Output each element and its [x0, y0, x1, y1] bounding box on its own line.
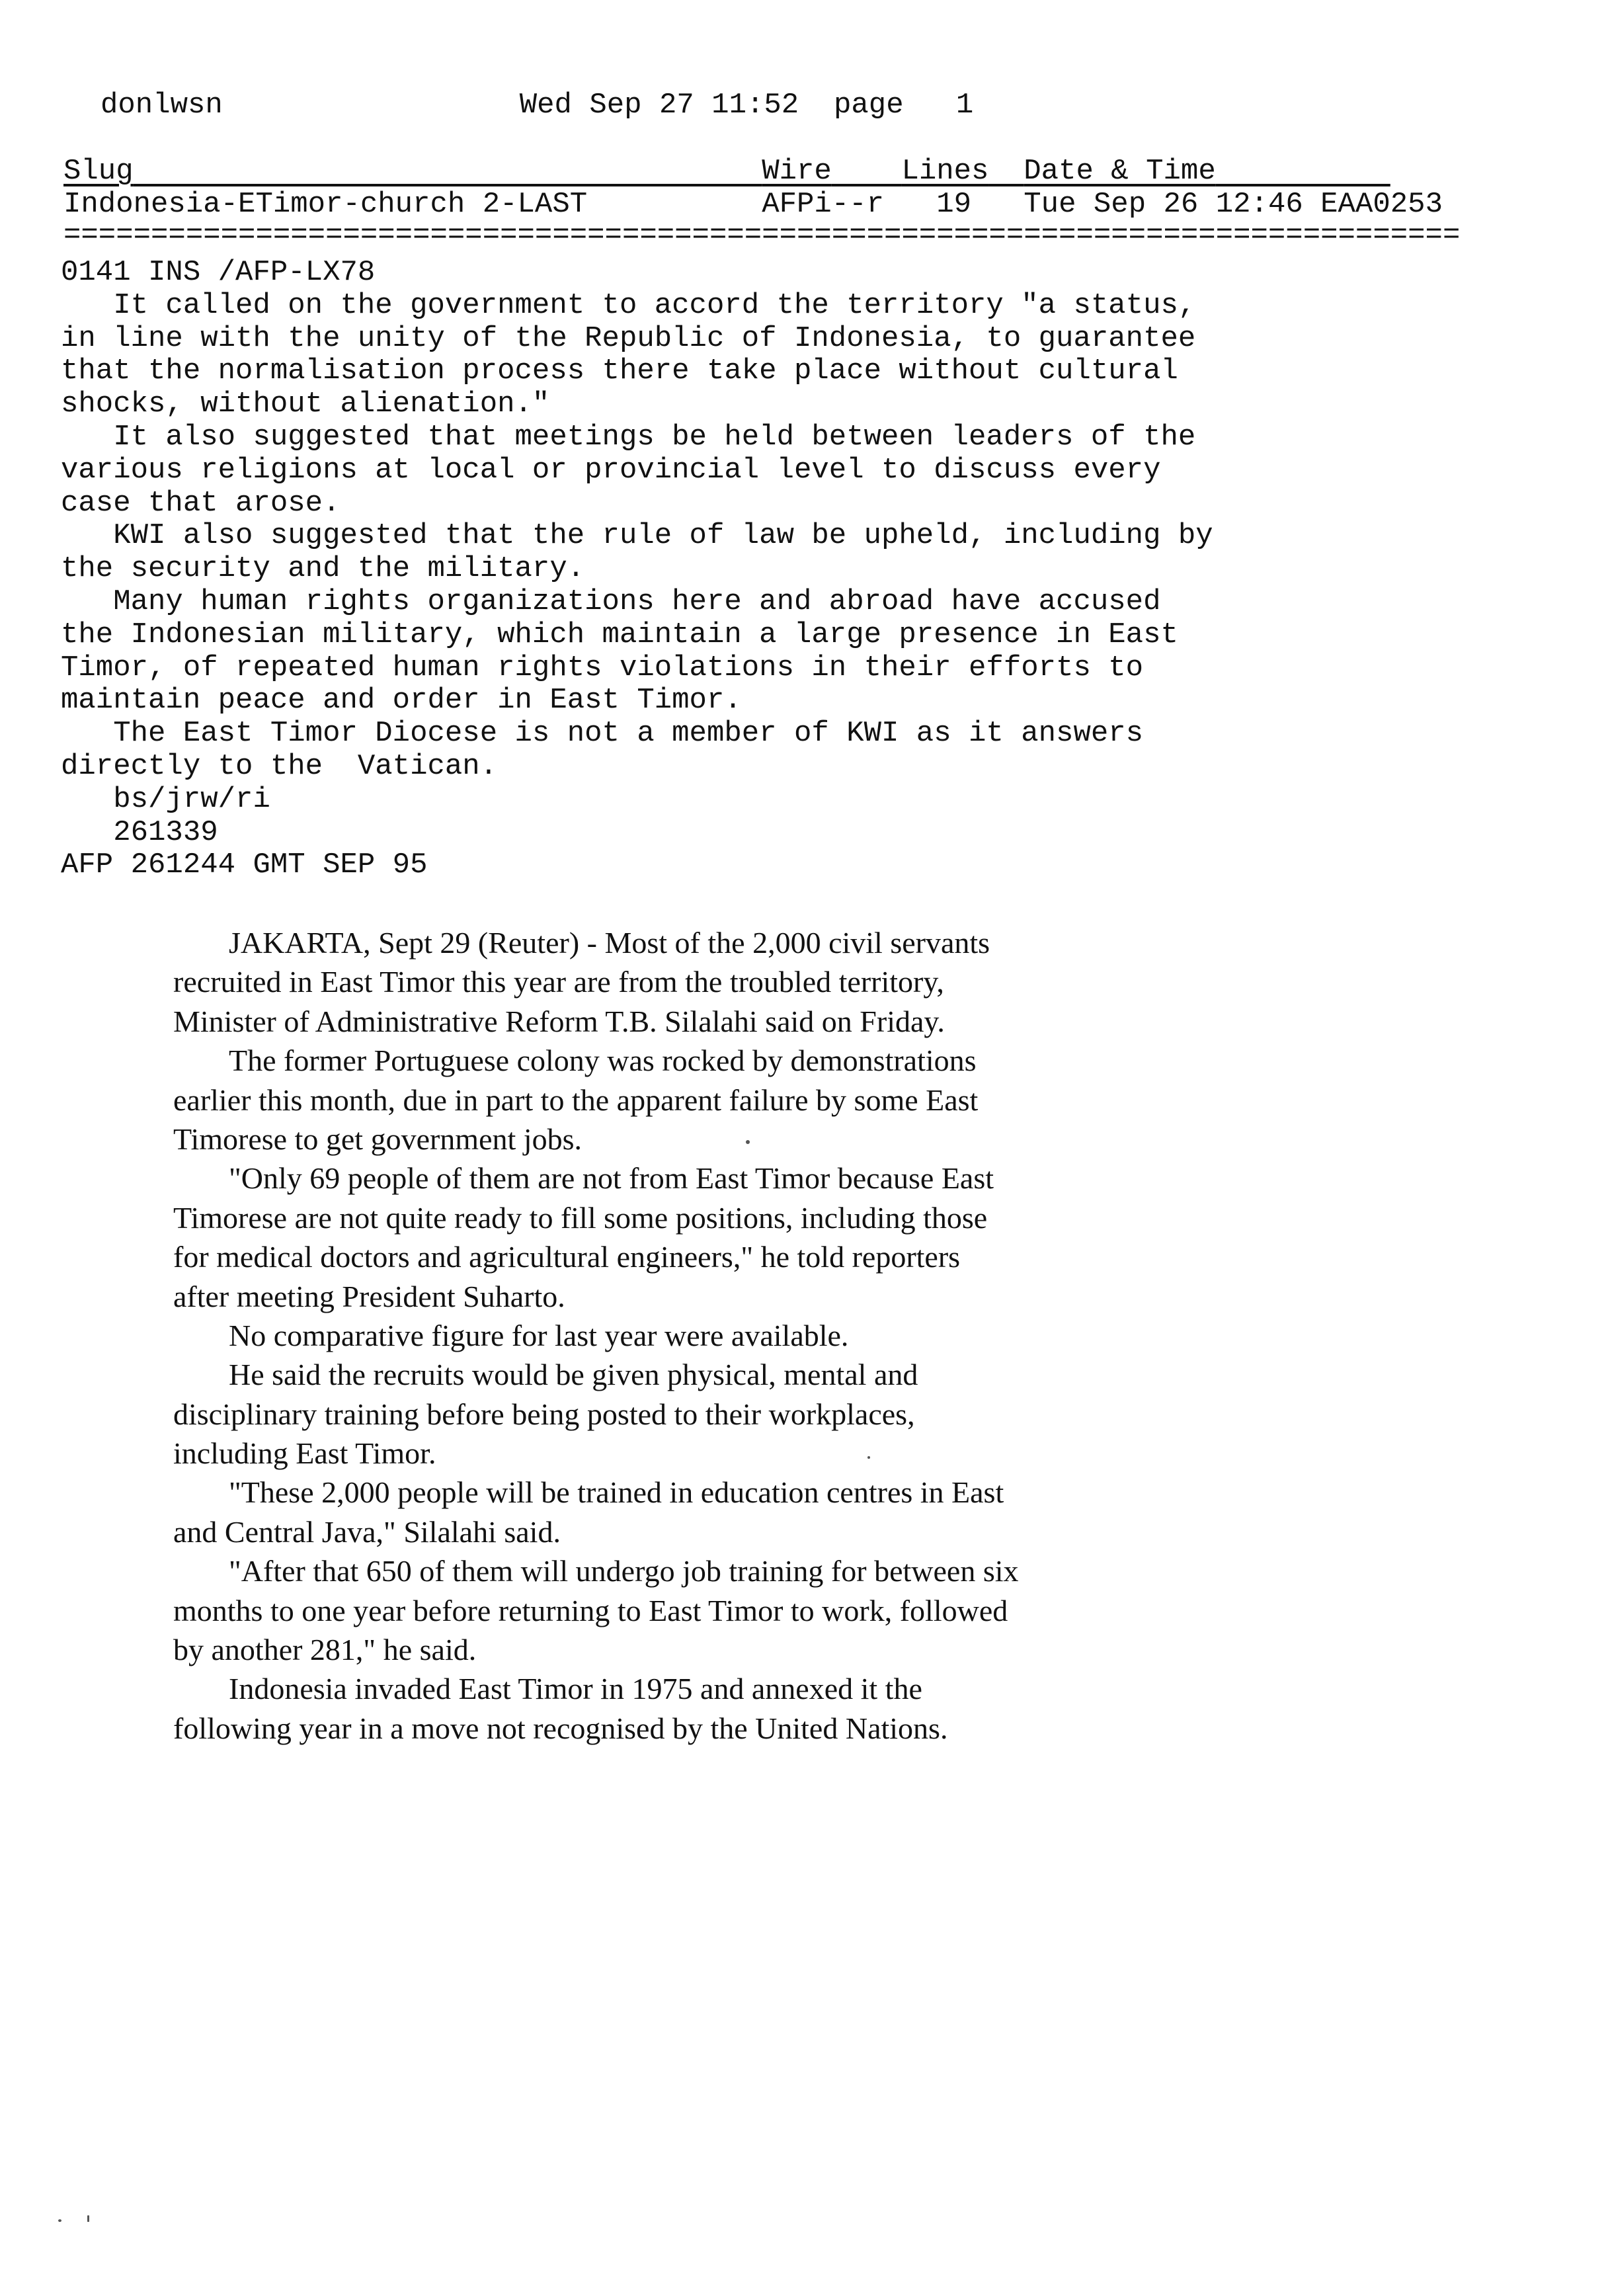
reuters-story-line: Indonesia invaded East Timor in 1975 and annexed it the: [229, 1672, 922, 1706]
header-page-number: 1: [955, 89, 974, 122]
reuters-story-line: following year in a move not recognised by the United Nations.: [173, 1711, 948, 1745]
reuters-story-line: recruited in East Timor this year are from the troubled territory,: [173, 965, 944, 999]
wire-story-line: 261339: [61, 815, 218, 849]
date-time-value: Tue Sep 26 12:46: [1024, 188, 1303, 221]
wire-story-line: The East Timor Diocese is not a member of KWI as it answers: [61, 717, 1144, 751]
scan-speck: [87, 2215, 89, 2222]
wire-story-line: the security and the military.: [61, 552, 585, 586]
reuters-story-line: by another 281," he said.: [173, 1633, 477, 1667]
wire-story-line: shocks, without alienation.": [61, 388, 550, 421]
wire-story-line: maintain peace and order in East Timor.: [61, 684, 742, 718]
story-id-value: EAA0253: [1320, 188, 1443, 221]
date-time-label: Date & Time: [1024, 155, 1216, 188]
wire-story-line: bs/jrw/ri: [61, 782, 270, 816]
field-values-row: [63, 188, 1443, 221]
reuters-story-line: after meeting President Suharto.: [173, 1279, 565, 1313]
wire-story-line: AFP 261244 GMT SEP 95: [61, 848, 428, 882]
scan-speck: [746, 1140, 750, 1144]
reuters-story-line: earlier this month, due in part to the apparent failure by some East: [173, 1083, 979, 1117]
reuters-story-line: and Central Java," Silalahi said.: [173, 1514, 561, 1549]
lines-label: Lines: [901, 155, 989, 188]
wire-story-line: Timor, of repeated human rights violations in their efforts to: [61, 651, 1144, 684]
wire-story-line: KWI also suggested that the rule of law be upheld, including by: [61, 519, 1213, 553]
reuters-story-line: No comparative figure for last year were available.: [229, 1318, 849, 1352]
header-user: donlwsn: [100, 89, 223, 122]
reuters-story-line: "Only 69 people of them are not from East Timor because East: [229, 1161, 994, 1196]
wire-story-line: the Indonesian military, which maintain a large presence in East: [61, 618, 1178, 651]
reuters-story-line: Timorese are not quite ready to fill some positions, including those: [173, 1200, 988, 1235]
reuters-story-line: The former Portuguese colony was rocked by demonstrations: [229, 1044, 977, 1078]
header-datetime: Wed Sep 27 11:52: [519, 89, 799, 122]
reuters-story-line: JAKARTA, Sept 29 (Reuter) - Most of the 2,000 civil servants: [229, 926, 990, 960]
reuters-story-line: "These 2,000 people will be trained in education centres in East: [229, 1475, 1004, 1510]
wire-story-line: various religions at local or provincial level to discuss every: [61, 453, 1161, 487]
field-labels-row: [63, 155, 1390, 188]
reuters-story-line: Minister of Administrative Reform T.B. Silalahi said on Friday.: [173, 1004, 945, 1038]
reuters-story-line: months to one year before returning to East Timor to work, followed: [173, 1593, 1008, 1627]
reuters-story: [173, 923, 1165, 1748]
wire-story-line: 0141 INS /AFP-LX78: [61, 256, 376, 289]
reuters-story-line: He said the recruits would be given physical, mental and: [229, 1358, 918, 1392]
wire-story-line: Many human rights organizations here and abroad have accused: [61, 585, 1161, 618]
reuters-story-line: for medical doctors and agricultural engineers," he told reporters: [173, 1240, 961, 1274]
wire-story-line: case that arose.: [61, 486, 341, 520]
wire-value: AFPi--r: [762, 188, 885, 221]
wire-story-line: that the normalisation process there take place without cultural: [61, 354, 1178, 388]
wire-story-line: It also suggested that meetings be held between leaders of the: [61, 420, 1196, 454]
reuters-story-line: "After that 650 of them will undergo job training for between six: [229, 1554, 1019, 1588]
reuters-story-line: disciplinary training before being posted to their workplaces,: [173, 1397, 915, 1431]
wire-story: [61, 257, 1213, 882]
lines-value: 19: [936, 188, 972, 221]
wire-label: Wire: [762, 155, 832, 188]
header-page-label: page: [834, 89, 904, 122]
print-header: [100, 89, 973, 122]
slug-value: Indonesia-ETimor-church 2-LAST: [63, 188, 588, 221]
slug-label: Slug: [63, 155, 134, 188]
reuters-story-line: including East Timor.: [173, 1436, 436, 1471]
wire-story-line: directly to the Vatican.: [61, 749, 498, 783]
wire-story-line: It called on the government to accord the territory "a status,: [61, 288, 1196, 322]
separator-rule: ================================================================================: [63, 222, 1461, 249]
scan-speck: [58, 2219, 61, 2222]
wire-story-line: in line with the unity of the Republic of Indonesia, to guarantee: [61, 321, 1196, 355]
scan-speck: [867, 1456, 870, 1459]
reuters-story-line: Timorese to get government jobs.: [173, 1122, 582, 1156]
